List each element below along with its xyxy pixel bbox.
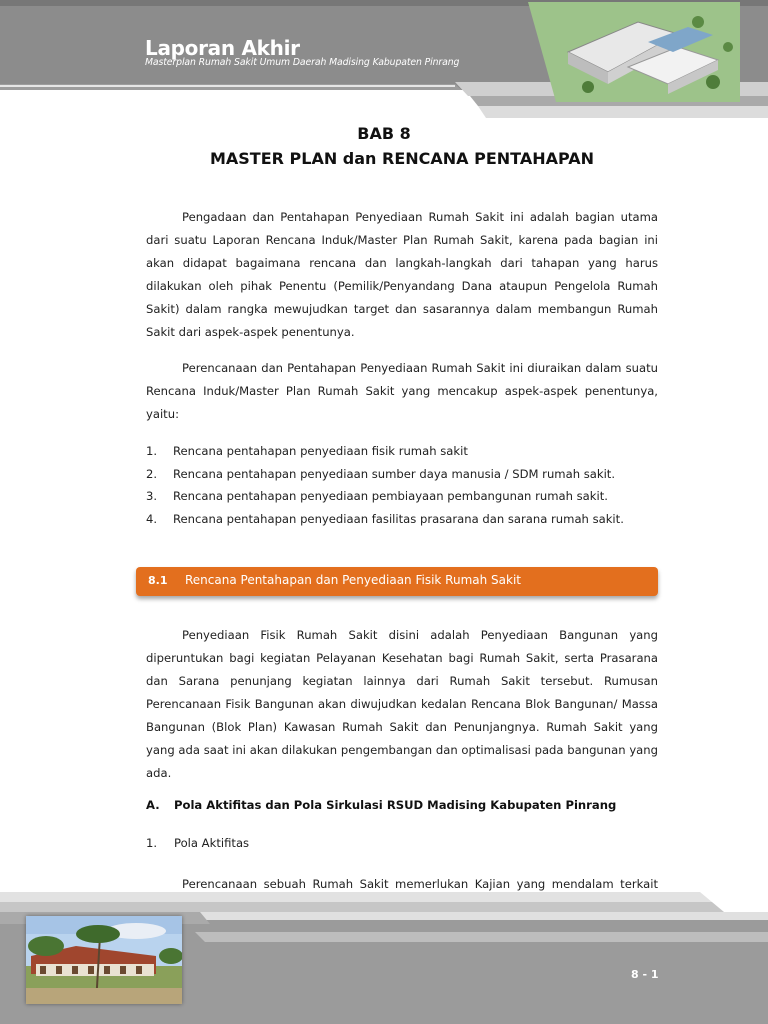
chapter-title: MASTER PLAN dan RENCANA PENTAHAPAN [209, 149, 595, 168]
list-item-text: Rencana pentahapan penyediaan fisik rumah sakit [173, 444, 468, 458]
intro-paragraph-2: Perencanaan dan Pentahapan Penyediaan Rumah Sakit ini diuraikan dalam suatu Rencana Induk/Master Plan Rumah Sakit yang mencakup aspek-aspek penentunya, yaitu: [146, 361, 658, 421]
hospital-photo [26, 916, 182, 1004]
section-number: 8.1 [148, 574, 168, 587]
list-item [146, 508, 666, 531]
subsection-letter: A. [146, 798, 160, 812]
list-item-text: Rencana pentahapan penyediaan sumber daya manusia / SDM rumah sakit. [173, 466, 616, 481]
subsection-heading [146, 798, 666, 812]
subsection-title: Pola Aktifitas dan Pola Sirkulasi RSUD Madising Kabupaten Pinrang [174, 798, 617, 812]
chapter-number: BAB 8 [357, 124, 411, 143]
list-item [146, 485, 666, 508]
list-item-number: 1. [146, 444, 158, 458]
list-item-number: 3. [146, 489, 158, 503]
section-paragraph: Penyediaan Fisik Rumah Sakit disini adalah Penyediaan Bangunan yang diperuntukan bagi kegiatan Pelayanan Kesehatan bagi Rumah Sakit, serta Prasarana dan Sarana penunjang kegiatan lainnya dari Rumah Sakit tersebut. Rumusan Perencanaan Fisik Bangunan akan diwujudkan kedalan Rencana Blok Bangunan/ Massa Bangunan (Blok Plan) Kawasan Rumah Sakit dan Penunjangnya. Rumah Sakit yang yang ada saat ini akan dilakukan pengembangan dan optimalisasi pada bangunan yang ada. [146, 628, 658, 780]
hospital-rendering-image [528, 2, 740, 102]
aspects-list [146, 440, 666, 530]
subsection-paragraph: Perencanaan sebuah Rumah Sakit memerlukan Kajian yang mendalam terkait [182, 877, 658, 891]
subsection-item-text: Pola Aktifitas [174, 836, 250, 850]
subsection-item-number: 1. [146, 836, 158, 850]
list-item-text: Rencana pentahapan penyediaan pembiayaan pembangunan rumah sakit. [173, 489, 608, 503]
report-title: Laporan Akhir [145, 36, 300, 60]
section-title: Rencana Pentahapan dan Penyediaan Fisik Rumah Sakit [185, 573, 522, 587]
list-item-number: 4. [146, 511, 158, 526]
list-item-text: Rencana pentahapan penyediaan fasilitas prasarana dan sarana rumah sakit. [173, 511, 624, 526]
intro-paragraph-1: Pengadaan dan Pentahapan Penyediaan Rumah Sakit ini adalah bagian utama dari suatu Laporan Rencana Induk/Master Plan Rumah Sakit, karena pada bagian ini akan didapat bagaimana rencana dan langkah-langkah dari tahapan yang harus dilakukan oleh pihak Penentu (Pemilik/Penyandang Dana ataupun Pengelola Rumah Sakit) dalam rangka mewujudkan target dan sasarannya dalam membangun Rumah Sakit dari aspek-aspek penentunya. [146, 210, 658, 339]
list-item [146, 440, 666, 463]
report-subtitle: Masterplan Rumah Sakit Umum Daerah Madising Kabupaten Pinrang [145, 57, 460, 68]
subsection-item [146, 836, 249, 850]
page-number: 8 - 1 [631, 968, 659, 981]
section-heading-bar [136, 567, 658, 596]
page-header [0, 0, 768, 130]
list-item-number: 2. [146, 466, 158, 481]
list-item [146, 463, 666, 486]
